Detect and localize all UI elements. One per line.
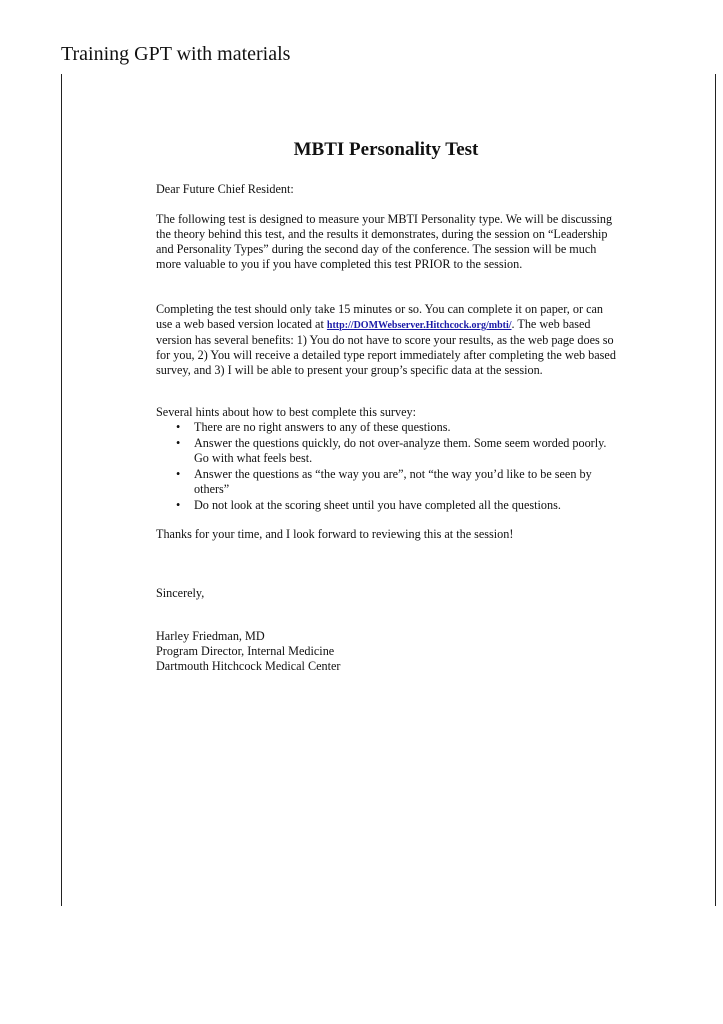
- mbti-web-link[interactable]: http://DOMWebserver.Hitchcock.org/mbti/: [326, 320, 512, 331]
- hint-item: [156, 420, 616, 435]
- hint-text: Answer the questions as “the way you are”, not “the way you’d like to be seen by others”: [194, 467, 592, 496]
- hint-text: Do not look at the scoring sheet until you have completed all the questions.: [194, 498, 561, 512]
- hint-item: [156, 436, 616, 466]
- hints-list: [156, 420, 616, 514]
- page-title: Training GPT with materials: [61, 43, 291, 65]
- bullet-icon: •: [176, 420, 181, 434]
- hint-text: Answer the questions quickly, do not over-analyze them. Some seem worded poorly. Go with what feels best.: [194, 436, 607, 465]
- hint-text: There are no right answers to any of these questions.: [194, 420, 451, 434]
- hints-intro: Several hints about how to best complete this survey:: [156, 405, 416, 419]
- salutation: Dear Future Chief Resident:: [156, 182, 294, 196]
- document-title: MBTI Personality Test: [293, 139, 479, 160]
- instructions-text-before-link: Completing the test should only take 15 minutes or so. You can complete it on paper, or can use a web based version located at: [156, 302, 603, 331]
- signature-role: Program Director, Internal Medicine: [156, 644, 335, 658]
- instructions-text-after-link: . The web based version has several benefits: 1) You do not have to score your results, as the web page does so for you, 2) You will receive a detailed type report immediately after completing the web based survey, and 3) I will be able to present your group’s specific data at the session.: [156, 317, 616, 377]
- instructions-paragraph: [156, 302, 616, 378]
- bullet-icon: •: [176, 467, 181, 481]
- hint-item: [156, 467, 616, 497]
- closing: Sincerely,: [156, 586, 205, 600]
- hint-item: [156, 498, 616, 513]
- bullet-icon: •: [176, 436, 181, 450]
- intro-paragraph: The following test is designed to measure your MBTI Personality type. We will be discussing the theory behind this test, and the results it demonstrates, during the session on “Leadership and Personality Types” during the second day of the conference. The session will be much more valuable to you if you have completed this test PRIOR to the session.: [156, 212, 613, 271]
- bullet-icon: •: [176, 498, 181, 512]
- signature-name: Harley Friedman, MD: [156, 629, 265, 643]
- signature-block: [156, 629, 616, 674]
- thanks-line: Thanks for your time, and I look forward to reviewing this at the session!: [156, 527, 514, 541]
- signature-organization: Dartmouth Hitchcock Medical Center: [156, 659, 341, 673]
